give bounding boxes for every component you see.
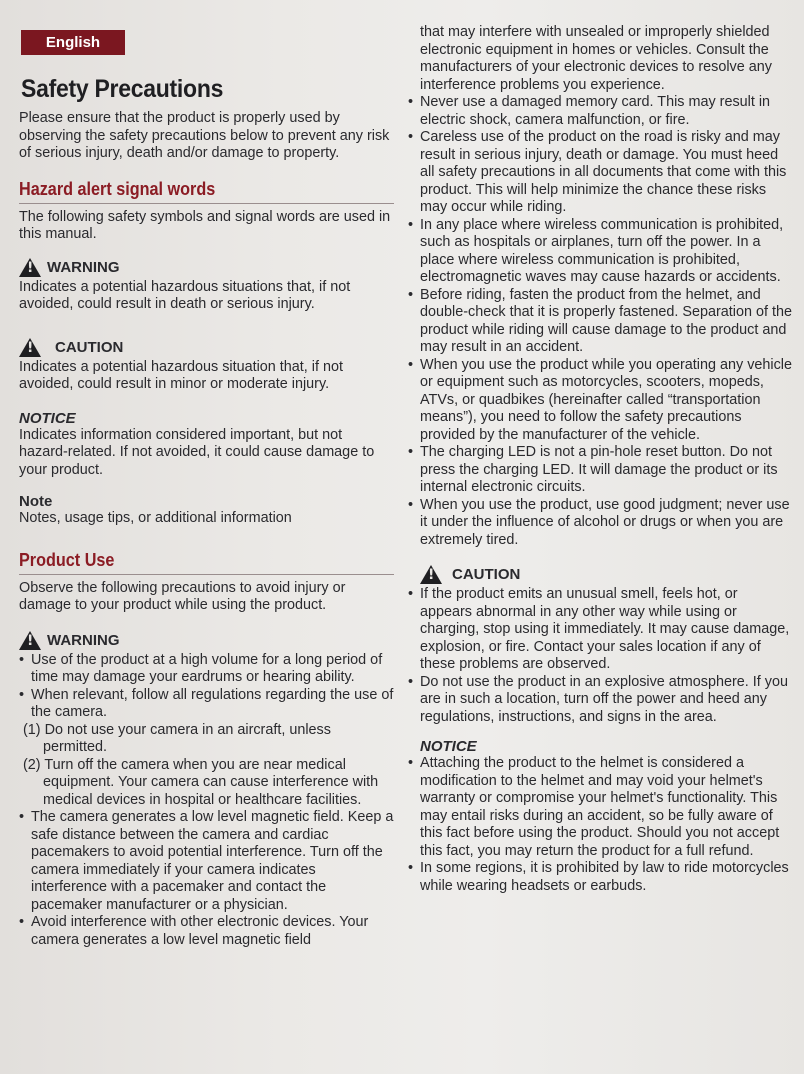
list-item: • Never use a damaged memory card. This may result in electric shock, camera malfunction, or fire. [408,94,793,129]
hazard-intro: The following safety symbols and signal words are used in this manual. [19,208,391,242]
caution-label: CAUTION [452,566,521,583]
product-use-intro: Observe the following precautions to avoid injury or damage to your product while using the product. [19,579,346,613]
list-item: • The charging LED is not a pin-hole reset button. Do not press the charging LED. It will damage the product or its internal electronic circuits. [408,444,793,497]
list-item: (2) Turn off the camera when you are near medical equipment. Your camera can cause interference with medical devices in hospital or healthcare facilities. [23,756,379,808]
right-warning-list [408,94,793,549]
warning-icon [19,258,41,277]
caution-signal [19,338,394,394]
notice-label: NOTICE [420,738,477,755]
list-item: • If the product emits an unusual smell, feels hot, or appears abnormal in any other way while using or charging, stop using it immediately. It may cause damage, explosion, or fire. Contact your sales location if any of these problems are observed. [408,586,793,674]
continued-text: that may interfere with unsealed or improperly shielded electronic equipment in homes or vehicles. Consult the manufacturers of your electronic devices to resolve any interference problems you experience. [420,24,772,93]
caution-label: CAUTION [55,338,124,356]
list-item: • Use of the product at a high volume for a long period of time may damage your eardrums or hearing ability. [19,652,394,687]
list-item: • The camera generates a low level magnetic field. Keep a safe distance between the camera and cardiac pacemakers to avoid potential interference. Turn off the camera immediately if your camera indicates interference with a pacemaker and contact the pacemaker manufacturer or a physician. [19,809,394,914]
list-item: • Avoid interference with other electronic devices. Your camera generates a low level magnetic field [19,914,394,949]
list-item: • Before riding, fasten the product from the helmet, and double-check that it is properly fastened. Separation of the product while riding will cause damage to the product and may result in an accident. [408,287,793,357]
list-item: • Attaching the product to the helmet is considered a modification to the helmet and may void your helmet's warranty or compromise your helmet's functionality. This may entail risks during an accident, so be fully aware of this fact before using the product. Should you not accept this fact, you may return the product for a full refund. [408,755,793,860]
product-warning [19,631,394,950]
notice-list [408,755,793,895]
list-item: • Careless use of the product on the road is risky and may result in serious injury, death or damage. You must heed all safety precautions in all documents that come with this product. This will help minimize the chance these risks may occur while riding. [408,129,793,217]
product-caution [420,565,793,584]
notice-text: Indicates information considered important, but not hazard-related. If not avoided, it could cause damage to your product. [19,426,375,478]
page-title: Safety Precautions [21,75,224,103]
right-column [408,24,793,895]
list-item: • Do not use the product in an explosive atmosphere. If you are in such a location, turn off the power and heed any regulations, instructions, and signs in the area. [408,674,793,727]
list-item: • In any place where wireless communication is prohibited, such as hospitals or airplanes, turn off the power. In a place where wireless communication is prohibited, electromagnetic waves may cause hazards or accidents. [408,217,793,287]
caution-icon [420,565,442,584]
hazard-heading: Hazard alert signal words [19,179,394,204]
numbered-list [19,722,394,810]
note-label: Note [19,493,53,510]
list-item: • In some regions, it is prohibited by law to ride motorcycles while wearing headsets or earbuds. [408,860,793,895]
list-item: • When relevant, follow all regulations regarding the use of the camera. [19,687,394,722]
list-item: (1) Do not use your camera in an aircraft, unless permitted. [23,721,331,755]
list-item: • When you use the product, use good judgment; never use it under the influence of alcohol or drugs or when you are extremely tired. [408,497,793,550]
notice-label: NOTICE [19,409,76,427]
warning-icon [19,631,41,650]
caution-text: Indicates a potential hazardous situation that, if not avoided, could result in minor or moderate injury. [19,358,344,392]
warning-text: Indicates a potential hazardous situations that, if not avoided, could result in death or serious injury. [19,278,351,312]
warning-label: WARNING [47,258,120,276]
note-text: Notes, usage tips, or additional information [19,510,292,526]
caution-icon [19,338,41,357]
list-item: • When you use the product while you operating any vehicle or equipment such as motorcycles, scooters, mopeds, ATVs, or quadbikes (hereinafter called “transportation means”), you need to follow the safety precautions provided by the manufacturer of the vehicle. [408,357,793,445]
warning-signal [19,258,394,314]
warning-list-continued [19,809,394,949]
product-use-heading: Product Use [19,550,394,575]
warning-list [19,652,394,722]
caution-list [408,586,793,726]
warning-label: WARNING [47,631,120,649]
intro-paragraph: Please ensure that the product is properly used by observing the safety precautions below to prevent any risk of serious injury, death and/or damage to property. [19,110,390,161]
language-badge: English [21,30,125,55]
left-column [19,30,394,949]
